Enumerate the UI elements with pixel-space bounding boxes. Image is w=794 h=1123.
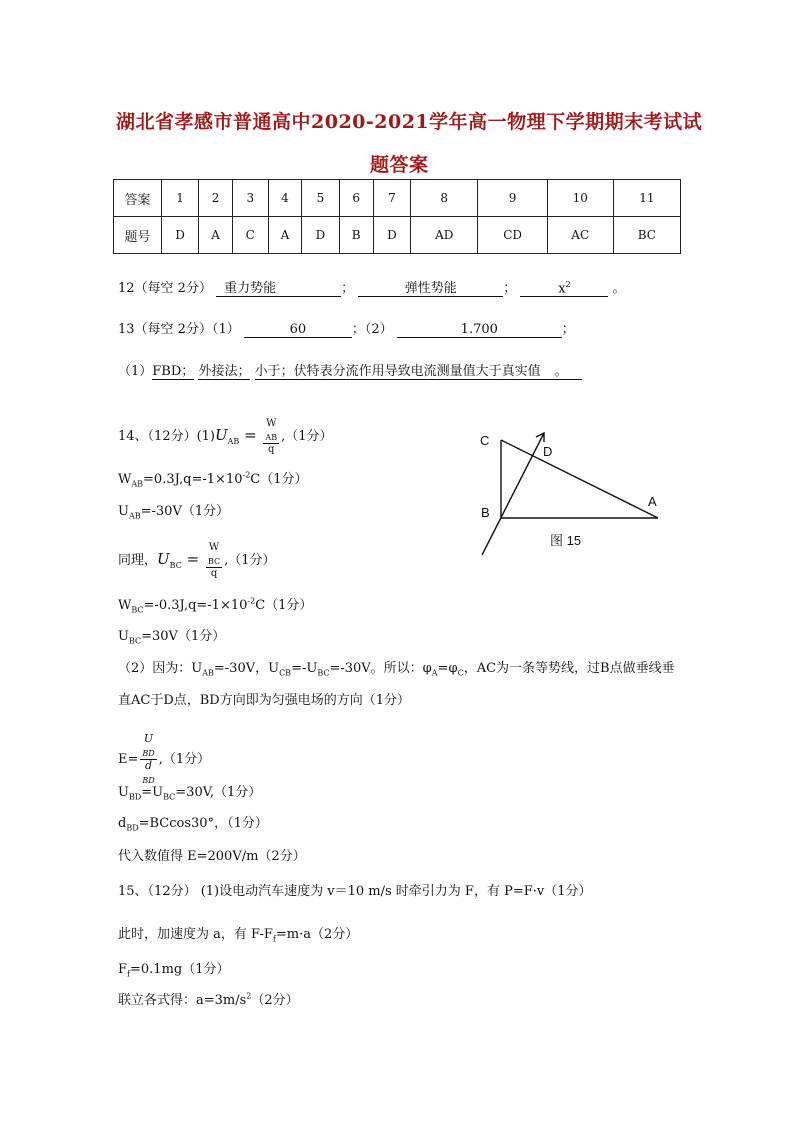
table-cell: 9 bbox=[478, 180, 547, 217]
label-a: A bbox=[648, 494, 657, 509]
fraction bbox=[263, 418, 279, 455]
sub: f bbox=[272, 934, 276, 944]
text: W bbox=[118, 598, 132, 613]
formula-eq: = bbox=[181, 550, 204, 568]
text: =0.3J,q=-1×10 bbox=[143, 472, 243, 487]
table-cell: C bbox=[232, 217, 268, 254]
q14-line-10 bbox=[118, 781, 261, 802]
text: W bbox=[118, 472, 132, 487]
table-row bbox=[114, 180, 681, 217]
sub: f bbox=[127, 969, 130, 979]
q12-prefix: 12（每空 2分） bbox=[118, 281, 212, 296]
text: =0.1mg（1分） bbox=[130, 962, 230, 977]
q15-line-1: 15、（12分） (1)设电动汽车速度为 v＝10 m/s 时牵引力为 F，有 P=F·v（1分） bbox=[118, 884, 592, 899]
q13b-line bbox=[118, 360, 582, 380]
q14-line-3 bbox=[118, 500, 229, 521]
text: ,（1分） bbox=[224, 553, 276, 568]
label-c: C bbox=[480, 433, 490, 448]
text: （2）因为：U bbox=[118, 661, 203, 676]
table-cell: 7 bbox=[373, 180, 410, 217]
label-b: B bbox=[481, 505, 490, 520]
table-cell: 11 bbox=[613, 180, 680, 217]
page-title: 湖北省孝感市普通高中2020-2021学年高一物理下学期期末考试试 bbox=[116, 111, 703, 133]
q14-line-12: 代入数值得 E=200V/m（2分） bbox=[118, 849, 306, 864]
table-cell: D bbox=[162, 217, 199, 254]
text: =m·a（2分） bbox=[275, 927, 359, 942]
text: =-0.3J,q=-1×10 bbox=[143, 598, 248, 613]
sup: -2 bbox=[242, 470, 251, 480]
sub: AB bbox=[128, 511, 141, 521]
q15-line-3 bbox=[118, 958, 230, 979]
formula-text: U bbox=[215, 426, 228, 444]
q14-line-6 bbox=[118, 625, 225, 646]
table-cell: 2 bbox=[199, 180, 233, 217]
fraction bbox=[140, 733, 156, 786]
figure-caption: 图 15 bbox=[550, 533, 582, 548]
q13b-answer-1: FBD bbox=[152, 364, 182, 379]
text: =30V（1分） bbox=[141, 629, 226, 644]
text: 同理， bbox=[118, 553, 158, 568]
fraction-num-sub: BD bbox=[142, 749, 155, 759]
text: U bbox=[118, 785, 129, 800]
fraction-num: W bbox=[208, 542, 220, 553]
q13-answer-2: 1.700 bbox=[397, 322, 562, 338]
q13-answer-1: 60 bbox=[244, 322, 352, 338]
q14-suffix: ,（1分） bbox=[281, 429, 333, 444]
q13b-prefix: （1） bbox=[118, 364, 153, 379]
table-cell: 8 bbox=[411, 180, 478, 217]
formula bbox=[157, 550, 204, 568]
text: C（1分） bbox=[250, 472, 308, 487]
formula-sub: BC bbox=[169, 561, 182, 570]
table-cell: A bbox=[268, 217, 302, 254]
formula-eq: = bbox=[239, 426, 262, 444]
q13b-answer-2: 外接法 bbox=[198, 360, 237, 380]
fraction-den-sub: BD bbox=[142, 776, 155, 786]
q14-line-9 bbox=[118, 733, 210, 786]
table-cell: 5 bbox=[302, 180, 339, 217]
fraction bbox=[206, 542, 222, 579]
text: U bbox=[118, 504, 129, 519]
fraction-den: q bbox=[210, 568, 218, 579]
text: =-30V（1分） bbox=[140, 504, 230, 519]
q13b-sep: ； bbox=[281, 360, 294, 380]
text: F bbox=[118, 962, 128, 977]
fraction-num: U bbox=[143, 732, 154, 745]
table-cell: 6 bbox=[339, 180, 373, 217]
line-bd-arrow bbox=[482, 433, 544, 555]
table-cell: CD bbox=[478, 217, 547, 254]
table-cell: 10 bbox=[547, 180, 613, 217]
page-title-line2: 题答案 bbox=[370, 154, 429, 176]
sub: BC bbox=[131, 605, 144, 615]
q12-answer-2: 弹性势能 bbox=[358, 277, 503, 297]
sub: AB bbox=[202, 668, 214, 678]
table-cell: 4 bbox=[268, 180, 302, 217]
text: =-30V，U bbox=[213, 661, 280, 676]
text: d bbox=[118, 816, 127, 831]
q14-line-4 bbox=[118, 542, 276, 579]
sub: A bbox=[431, 668, 438, 678]
table-cell: AD bbox=[411, 217, 478, 254]
formula-sub: AB bbox=[227, 437, 240, 446]
q13-end: ； bbox=[561, 322, 575, 337]
figure-15 bbox=[470, 425, 670, 560]
q14-line-8: 直AC于D点，BD方向即为匀强电场的方向（1分） bbox=[118, 693, 411, 708]
text: =30V,（1分） bbox=[175, 785, 262, 800]
q12-answer-3-text: x bbox=[558, 281, 566, 296]
table-header-cell: 题号 bbox=[114, 217, 162, 254]
q13b-sep: ； bbox=[181, 360, 194, 380]
q14-line-5 bbox=[118, 594, 312, 615]
q12-answer-3 bbox=[520, 280, 608, 297]
q12-line bbox=[118, 277, 626, 297]
table-header-cell: 答案 bbox=[114, 180, 162, 217]
q13b-sep: ； bbox=[237, 360, 250, 380]
table-cell: A bbox=[199, 217, 233, 254]
fraction-num: W bbox=[266, 418, 277, 429]
table-cell: BC bbox=[613, 217, 680, 254]
q12-end: 。 bbox=[612, 281, 626, 296]
sub: BC bbox=[128, 636, 142, 646]
text: 联立各式得：a=3m/s bbox=[118, 993, 247, 1008]
fraction-num-sub: BC bbox=[207, 557, 221, 566]
fraction-den: q bbox=[268, 444, 275, 455]
q13b-answer-3: 小于 bbox=[255, 360, 281, 380]
q14-line-11 bbox=[118, 812, 268, 833]
text: C（1分） bbox=[255, 598, 313, 613]
formula-text: U bbox=[157, 550, 170, 568]
q12-sep: ； bbox=[503, 281, 517, 296]
q12-answer-3-sup: 2 bbox=[565, 279, 571, 289]
table-cell: AC bbox=[547, 217, 613, 254]
q15-line-4 bbox=[118, 989, 299, 1008]
sub: C bbox=[457, 668, 464, 678]
table-cell: D bbox=[373, 217, 410, 254]
q15-line-2 bbox=[118, 923, 358, 944]
q13b-end: 。 bbox=[541, 360, 582, 380]
text: ，AC为一条等势线，过B点做垂线垂 bbox=[463, 661, 675, 676]
table-row bbox=[114, 217, 681, 254]
table-cell: 1 bbox=[162, 180, 199, 217]
sup: 2 bbox=[246, 991, 252, 1001]
sub: AB bbox=[131, 479, 144, 489]
q12-answer-1: 重力势能 bbox=[216, 277, 341, 297]
q13b-answer-4: 伏特表分流作用导致电流测量值大于真实值 bbox=[294, 360, 541, 380]
sup: -2 bbox=[247, 596, 256, 606]
text: =φ bbox=[437, 661, 458, 676]
text: 此时，加速度为 a，有 F-F bbox=[118, 927, 273, 942]
text: ,（1分） bbox=[158, 752, 211, 768]
sub: BD bbox=[126, 823, 139, 833]
q14-line-1 bbox=[118, 418, 332, 455]
text: （2分） bbox=[251, 993, 299, 1008]
q13-line bbox=[118, 318, 575, 338]
table-cell: 3 bbox=[232, 180, 268, 217]
text: =-U bbox=[291, 661, 318, 676]
sub: BD bbox=[128, 792, 142, 802]
fraction-den: d bbox=[145, 759, 153, 773]
text: =-30V。所以：φ bbox=[329, 661, 432, 676]
text: =U bbox=[141, 785, 164, 800]
answer-table bbox=[113, 179, 681, 254]
table-cell: D bbox=[302, 217, 339, 254]
text: U bbox=[118, 629, 129, 644]
formula bbox=[215, 426, 261, 444]
q12-sep: ； bbox=[341, 281, 355, 296]
q14-line-7 bbox=[118, 657, 675, 678]
text: =BCcos30°，（1分） bbox=[138, 816, 268, 831]
q14-line-2 bbox=[118, 468, 308, 489]
q13-prefix: 13（每空 2分）（1） bbox=[118, 322, 240, 337]
q14-prefix: 14、（12分）(1) bbox=[118, 429, 215, 444]
fraction-num-sub: AB bbox=[265, 433, 278, 442]
text: E= bbox=[118, 752, 139, 768]
line-ca bbox=[501, 440, 658, 518]
sub: BC bbox=[317, 668, 330, 678]
sub: CB bbox=[279, 668, 292, 678]
sub: BC bbox=[163, 792, 176, 802]
q13-mid: ；（2） bbox=[351, 322, 393, 337]
label-d: D bbox=[543, 444, 553, 459]
table-cell: B bbox=[339, 217, 373, 254]
